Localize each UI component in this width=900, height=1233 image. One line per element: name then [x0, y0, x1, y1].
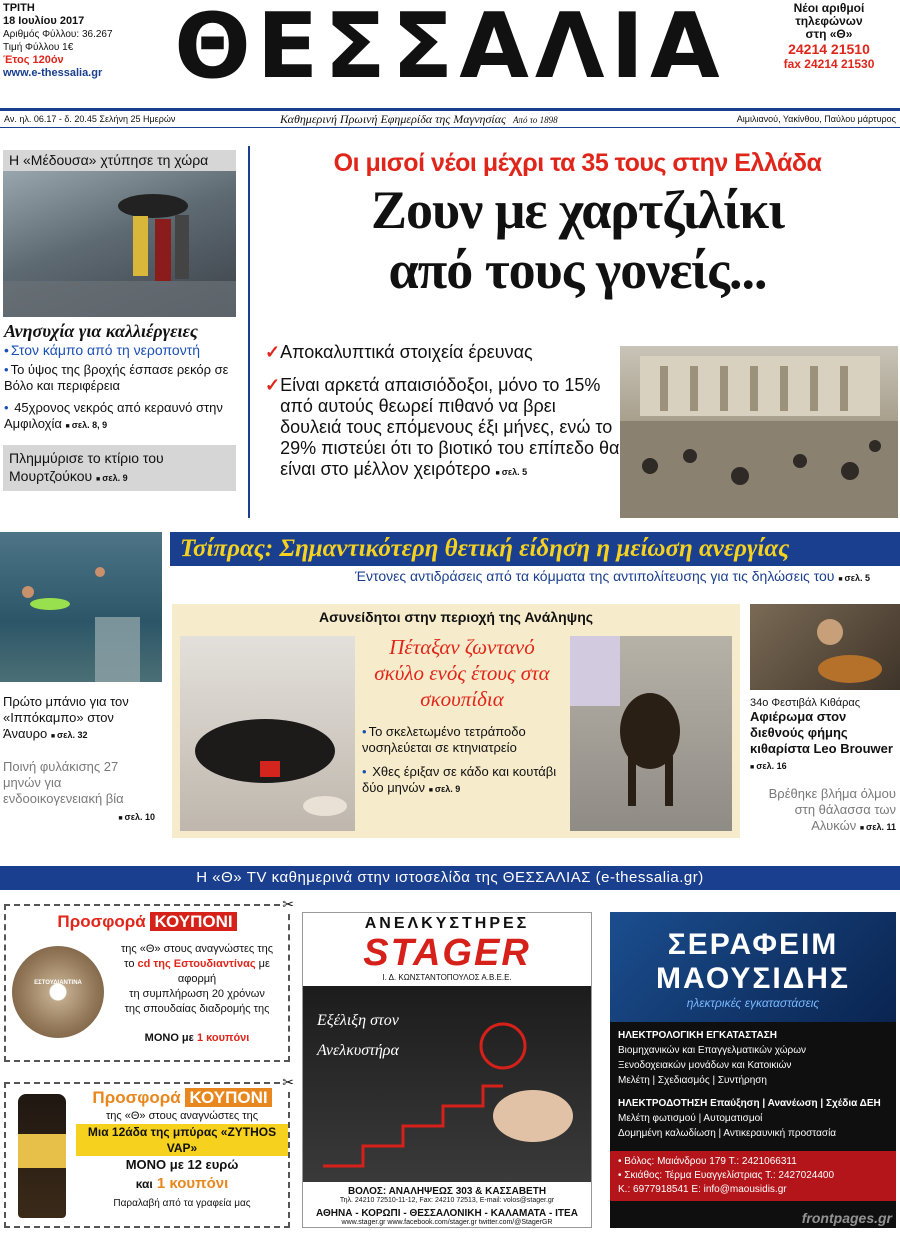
dog-ref: ■ σελ. 9 [429, 784, 461, 794]
storm-bullet-2: • Το ύψος της βροχής έσπασε ρεκόρ σε Βόλο και περιφέρεια [4, 362, 236, 394]
parliament-photo [620, 346, 898, 518]
column-divider [248, 146, 250, 518]
storm-box-ref: ■ σελ. 9 [96, 473, 128, 483]
coupon-cd [4, 896, 294, 1062]
issue-date: 18 Ιουλίου 2017 [3, 15, 85, 27]
guitar-section [750, 604, 900, 854]
guitar-ref: ■ σελ. 16 [750, 761, 787, 771]
cd-image [12, 946, 104, 1038]
lead-kicker: Οι μισοί νέοι μέχρι τα 35 τους στην Ελλάδα [333, 149, 822, 177]
coupon1-offer: Προσφορά [57, 912, 146, 931]
coupon2-offer: Προσφορά [92, 1088, 181, 1107]
mortar-text: Βρέθηκε βλήμα όλμου στη θάλασσα των Αλυκών [768, 786, 896, 833]
beer-image [18, 1094, 66, 1218]
serafeim-header [610, 912, 896, 1022]
guitar-photo [750, 604, 900, 690]
storm-box-text: Πλημμύρισε το κτίριο του Μουρτζούκου [9, 450, 164, 484]
coupon1-l5b: 1 κουπόνι [196, 1032, 250, 1044]
serafeim-ad [610, 912, 896, 1228]
phone-number: 24214 21510 [788, 41, 870, 57]
serafeim-s1-title: ΗΛΕΚΤΡΟΛΟΓΙΚΗ ΕΓΚΑΤΑΣΤΑΣΗ [618, 1030, 777, 1041]
stager-tel: Τηλ. 24210 72510-11-12, Fax: 24210 72513, E-mail: volos@stager.gr [339, 1197, 555, 1204]
watermark: frontpages.gr [801, 1210, 892, 1226]
stager-address: ΒΟΛΟΣ: ΑΝΑΛΗΨΕΩΣ 303 & ΚΑΣΣΑΒΕΤΗ [347, 1186, 547, 1197]
serafeim-s1-l1: Βιομηχανικών και Επαγγελματικών χώρων [618, 1045, 807, 1056]
serafeim-s2-l1: Μελέτη φωτισμού | Αυτοματισμοί [618, 1113, 763, 1124]
lead-story [255, 146, 900, 526]
coupon2-line1: της «Θ» στους αναγνώστες της [105, 1110, 259, 1122]
lead-headline-2: από τους γονείς... [388, 240, 767, 300]
tsipras-sub: Έντονες αντιδράσεις από τα κόμματα της αντιπολίτευσης για τις δηλώσεις του [355, 568, 835, 584]
stager-web[interactable]: www.stager.gr www.facebook.com/stager.gr twitter.com/@StagerGR [341, 1219, 553, 1226]
coupon-beer [4, 1074, 294, 1228]
dog-bullet-2: Χθες έριξαν σε κάδο και κουτάβι δύο μηνών [362, 764, 557, 795]
stager-slogan-1: Εξέλιξη στον [317, 1012, 399, 1029]
stager-ad [302, 912, 592, 1228]
dog-photo-1 [180, 636, 355, 831]
namedays: Αιμιλιανού, Υακίνθου, Παύλου μάρτυρος [736, 114, 896, 124]
scissors-icon-2: ✂ [282, 1074, 294, 1090]
stager-top: ΑΝΕΛΚΥΣΤΗΡΕΣ [364, 915, 530, 932]
coupon1-l5a: ΜΟΝΟ με [144, 1032, 194, 1044]
storm-ref: ■ σελ. 8, 9 [66, 420, 108, 430]
phones-label: Νέοι αριθμοί [793, 1, 865, 15]
info-bar [0, 108, 900, 128]
coupon2-line5: Παραλαβή από τα γραφεία μας [113, 1198, 251, 1209]
swim-photo [0, 532, 162, 682]
lead-sub-1: Αποκαλυπτικά στοιχεία έρευνας [280, 342, 533, 362]
serafeim-contact-1: • Βόλος: Μαιάνδρου 179 Τ.: 2421066311 [618, 1156, 797, 1167]
issue-day: ΤΡΙΤΗ [3, 2, 35, 14]
serafeim-s1-l2: Ξενοδοχειακών μονάδων και Κατοικιών [618, 1060, 792, 1071]
coupon1-l2a: το [124, 958, 135, 970]
dog-section [172, 604, 740, 838]
storm-bullet-1: • Στον κάμπο από τη νεροποντή [4, 342, 245, 358]
coupon1-line3: τη συμπλήρωση 20 χρόνων [129, 988, 265, 1000]
serafeim-contact-3: Κ.: 6977918541 E: info@maousidis.gr [618, 1184, 787, 1195]
violence-text: Ποινή φυλάκισης 27 μηνών για ενδοοικογενειακή βία [3, 759, 124, 806]
site-link[interactable]: www.e-thessalia.gr [3, 67, 103, 79]
newspaper-title: ΘΕΣΣΑΛΙΑ [174, 0, 726, 99]
coupon2-l4a: και [135, 1177, 153, 1191]
swim-ref: ■ σελ. 32 [51, 730, 88, 740]
coupon1-badge: ΚΟΥΠΟΝΙ [150, 912, 236, 931]
coupon2-line2: Μια 12άδα της μπύρας «ZYTHOS VAP» [76, 1124, 288, 1156]
dog-header: Ασυνείδητοι στην περιοχή της Ανάληψης [318, 609, 594, 625]
storm-box [3, 445, 236, 491]
coupon1-l2b: cd της Εστουδιαντίνας [137, 958, 256, 970]
guitar-text: Αφιέρωμα στον διεθνούς φήμης κιθαρίστα Leo Brouwer [750, 709, 893, 756]
stager-company: Ι. Δ. ΚΩΝΣΤΑΝΤΟΠΟΥΛΟΣ Α.Β.Ε.Ε. [382, 973, 512, 982]
coupon1-l2c: με αφορμή [177, 958, 270, 985]
storm-section [0, 150, 245, 522]
check-icon: ✓ [265, 342, 281, 362]
serafeim-s2-l2: Δομημένη καλωδίωση | Αντικεραυνική προστασία [618, 1128, 837, 1139]
tsipras-section [170, 532, 900, 590]
issue-price: Τιμή Φύλλου 1€ [3, 42, 74, 53]
dog-bullet-1: • Το σκελετωμένο τετράποδο νοσηλεύεται σε κτηνιατρείο [362, 724, 562, 756]
fax-number: fax 24214 21530 [783, 57, 875, 71]
cd-label: ΕΣΤΟΥΔΙΑΝΤΙΝΑ [34, 980, 82, 986]
check-icon-2: ✓ [265, 375, 281, 395]
storm-bullet-3: 45χρονος νεκρός από κεραυνό στην Αμφιλοχία [4, 400, 223, 431]
storm-header: Η «Μέδουσα» χτύπησε τη χώρα [3, 150, 236, 171]
stager-cities: ΑΘΗΝΑ - ΚΟΡΩΠΙ - ΘΕΣΣΑΛΟΝΙΚΗ - ΚΑΛΑΜΑΤΑ - ΙΤΕΑ [316, 1208, 578, 1219]
phones-label-2: τηλεφώνων [795, 14, 863, 28]
coupon2-l4b: 1 κουπόνι [156, 1175, 229, 1192]
coupon1-line1: της «Θ» στους αναγνώστες της [120, 943, 274, 955]
since-label: Από το 1898 [512, 115, 558, 125]
serafeim-contact-2: • Σκιάθος: Τέρμα Ευαγγελίστριας Τ.: 2427024400 [618, 1170, 835, 1181]
phones-label-3: στη «Θ» [805, 27, 853, 41]
serafeim-name-1: ΣΕΡΑΦΕΙΜ [667, 928, 839, 961]
guitar-kicker: 34ο Φεστιβάλ Κιθάρας [750, 697, 861, 709]
serafeim-tag: ηλεκτρικές εγκαταστάσεις [686, 996, 820, 1010]
violence-ref: ■ σελ. 10 [118, 812, 155, 822]
storm-title: Ανησυχία για καλλιέργειες [4, 321, 198, 341]
tagline: Καθημερινή Πρωινή Εφημερίδα της Μαγνησίας [280, 112, 506, 126]
tsipras-headline: Τσίπρας: Σημαντικότερη θετική είδηση η μείωση ανεργίας [170, 532, 900, 566]
stager-slogan-2: Ανελκυστήρα [317, 1042, 399, 1059]
lead-sub-2: Είναι αρκετά απαισιόδοξοι, μόνο το 15% από αυτούς θεωρεί πιθανό να βρει δουλειά τους επόμενους έξι μήνες, ενώ το 29% πιστεύει ότι το βιοτικό του επίπεδο θα είναι στο μέλλον χειρότερο [280, 375, 620, 479]
serafeim-contact [610, 1151, 896, 1201]
stager-visual [303, 986, 591, 1182]
mortar-ref: ■ σελ. 11 [860, 822, 896, 832]
storm-photo [3, 171, 236, 317]
serafeim-s1-l3: Μελέτη | Σχεδιασμός | Συντήρηση [618, 1075, 767, 1086]
lead-ref: ■ σελ. 5 [496, 467, 528, 477]
sun-moon-info: Αν. ηλ. 06.17 - δ. 20.45 Σελήνη 25 Ημερών [4, 114, 176, 124]
lead-headline-1: Ζουν με χαρτζιλίκι [371, 180, 784, 240]
swim-section [0, 532, 165, 862]
coupon1-line4: της σπουδαίας διαδρομής της [124, 1003, 270, 1015]
dog-headline: Πέταξαν ζωντανό σκύλο ενός έτους στα σκουπίδια [374, 635, 550, 711]
tsipras-ref: ■ σελ. 5 [838, 573, 870, 583]
issue-year: Έτος 120όν [3, 54, 64, 66]
issue-number: Αριθμός Φύλλου: 36.267 [3, 29, 113, 40]
coupon2-line3: ΜΟΝΟ με 12 ευρώ [125, 1157, 239, 1172]
serafeim-name-2: ΜΑΟΥΣΙΔΗΣ [656, 962, 850, 995]
tv-bar: Η «Θ» TV καθημερινά στην ιστοσελίδα της ΘΕΣΣΑΛΙΑΣ (e-thessalia.gr) [0, 866, 900, 890]
coupon2-badge: ΚΟΥΠΟΝΙ [185, 1088, 271, 1107]
masthead [0, 0, 900, 106]
swim-text: Πρώτο μπάνιο για τον «Ιππόκαμπο» στον Άναυρο [3, 694, 129, 741]
stager-brand: STAGER [363, 932, 531, 974]
dog-photo-2 [570, 636, 732, 831]
serafeim-s2-title: ΗΛΕΚΤΡΟΔΟΤΗΣΗ Επαύξηση | Ανανέωση | Σχέδια ΔΕΗ [618, 1098, 881, 1109]
scissors-icon: ✂ [282, 896, 294, 912]
